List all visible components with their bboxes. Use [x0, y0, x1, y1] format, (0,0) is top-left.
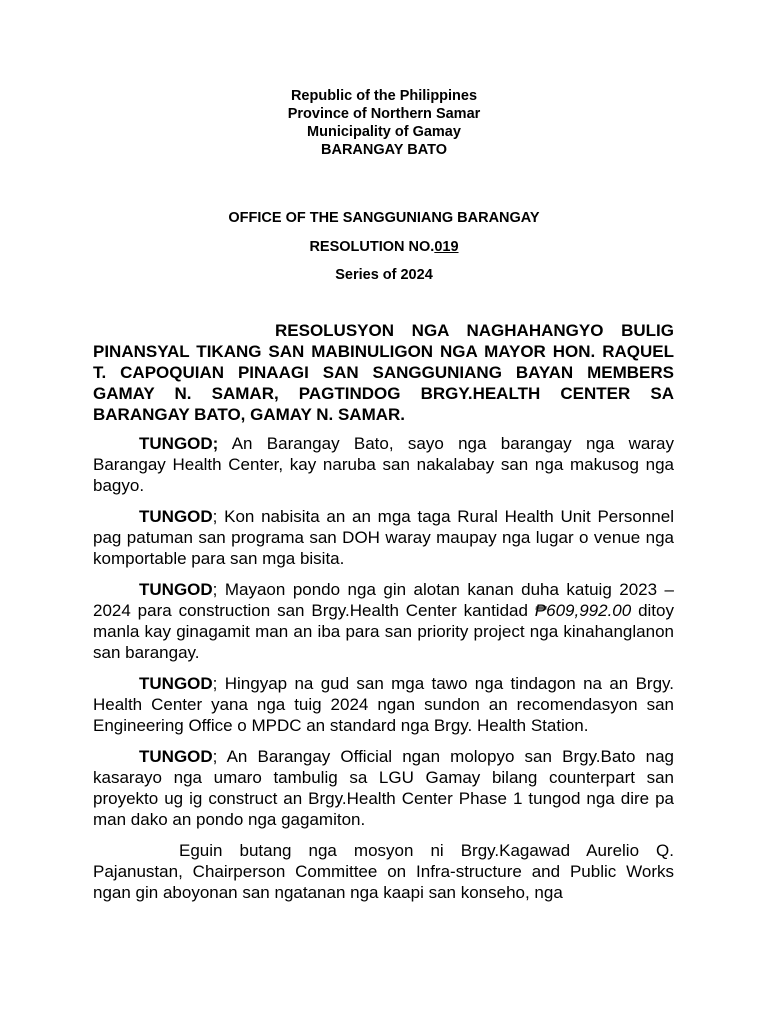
whereas-paragraph-1	[93, 433, 674, 496]
whereas-text: ditoy manla kay ginagamit man an iba para san priority project nga kinahanglanon san barangay.	[93, 601, 674, 662]
motion-paragraph: Eguin butang nga mosyon ni Brgy.Kagawad Aurelio Q. Pajanustan, Chairperson Committee on Infra-structure and Public Works ngan gin aboyonan san ngatanan nga kaapi san konseho, nga	[93, 841, 674, 902]
whereas-text: ; Kon nabisita an an mga taga Rural Health Unit Personnel pag patuman san programa san DOH waray maupay nga lugar o venue nga komportable para san mga bisita.	[93, 507, 674, 568]
header-barangay: BARANGAY BATO	[321, 142, 447, 158]
office-title: OFFICE OF THE SANGGUNIANG BARANGAY	[228, 210, 540, 226]
resolution-number	[0, 239, 768, 255]
budget-amount: ₱609,992.00	[534, 601, 632, 620]
series-year: Series of 2024	[335, 267, 433, 283]
whereas-keyword: TUNGOD;	[139, 434, 219, 453]
document-body	[93, 320, 674, 913]
whereas-paragraph-3	[93, 579, 674, 663]
whereas-text: An Barangay Bato, sayo nga barangay nga waray Barangay Health Center, kay naruba san nakalabay san nga makusog nga bagyo.	[93, 434, 674, 495]
header-republic: Republic of the Philippines	[290, 88, 478, 104]
resolution-title: RESOLUSYON NGA NAGHAHANGYO BULIG PINANSYAL TIKANG SAN MABINULIGON NGA MAYOR HON. RAQUEL T. CAPOQUIAN PINAAGI SAN SANGGUNIANG BAYAN MEMBERS GAMAY N. SAMAR, PAGTINDOG BRGY.HEALTH CENTER SA BARANGAY BATO, GAMAY N. SAMAR.	[93, 321, 674, 424]
whereas-keyword: TUNGOD	[139, 507, 213, 526]
whereas-paragraph-5	[93, 746, 674, 830]
resolution-prefix: RESOLUTION NO.	[309, 239, 435, 255]
header-municipality: Municipality of Gamay	[307, 124, 461, 140]
resolution-number-value: 019	[434, 239, 459, 255]
whereas-keyword: TUNGOD	[139, 580, 213, 599]
whereas-keyword: TUNGOD	[139, 747, 213, 766]
whereas-paragraph-2	[93, 506, 674, 569]
whereas-text: ; An Barangay Official ngan molopyo san Brgy.Bato nag kasarayo nga umaro tambulig sa LGU Gamay bilang counterpart san proyekto ug ig construct an Brgy.Health Center Phase 1 tungod nga dire pa man dako an pondo nga gagamiton.	[93, 747, 674, 829]
document-header	[0, 87, 768, 159]
whereas-text: ; Hingyap na gud san mga tawo nga tindagon na an Brgy. Health Center yana nga tuig 2024 ngan sundon an recomendasyon san Engineering Office o MPDC an standard nga Brgy. Health Station.	[93, 674, 674, 735]
whereas-paragraph-4	[93, 673, 674, 736]
whereas-text: ; Mayaon pondo nga gin alotan kanan duha katuig 2023 – 2024 para construction san Brgy.Health Center kantidad	[93, 580, 674, 620]
whereas-keyword: TUNGOD	[139, 674, 213, 693]
header-province: Province of Northern Samar	[287, 106, 481, 122]
